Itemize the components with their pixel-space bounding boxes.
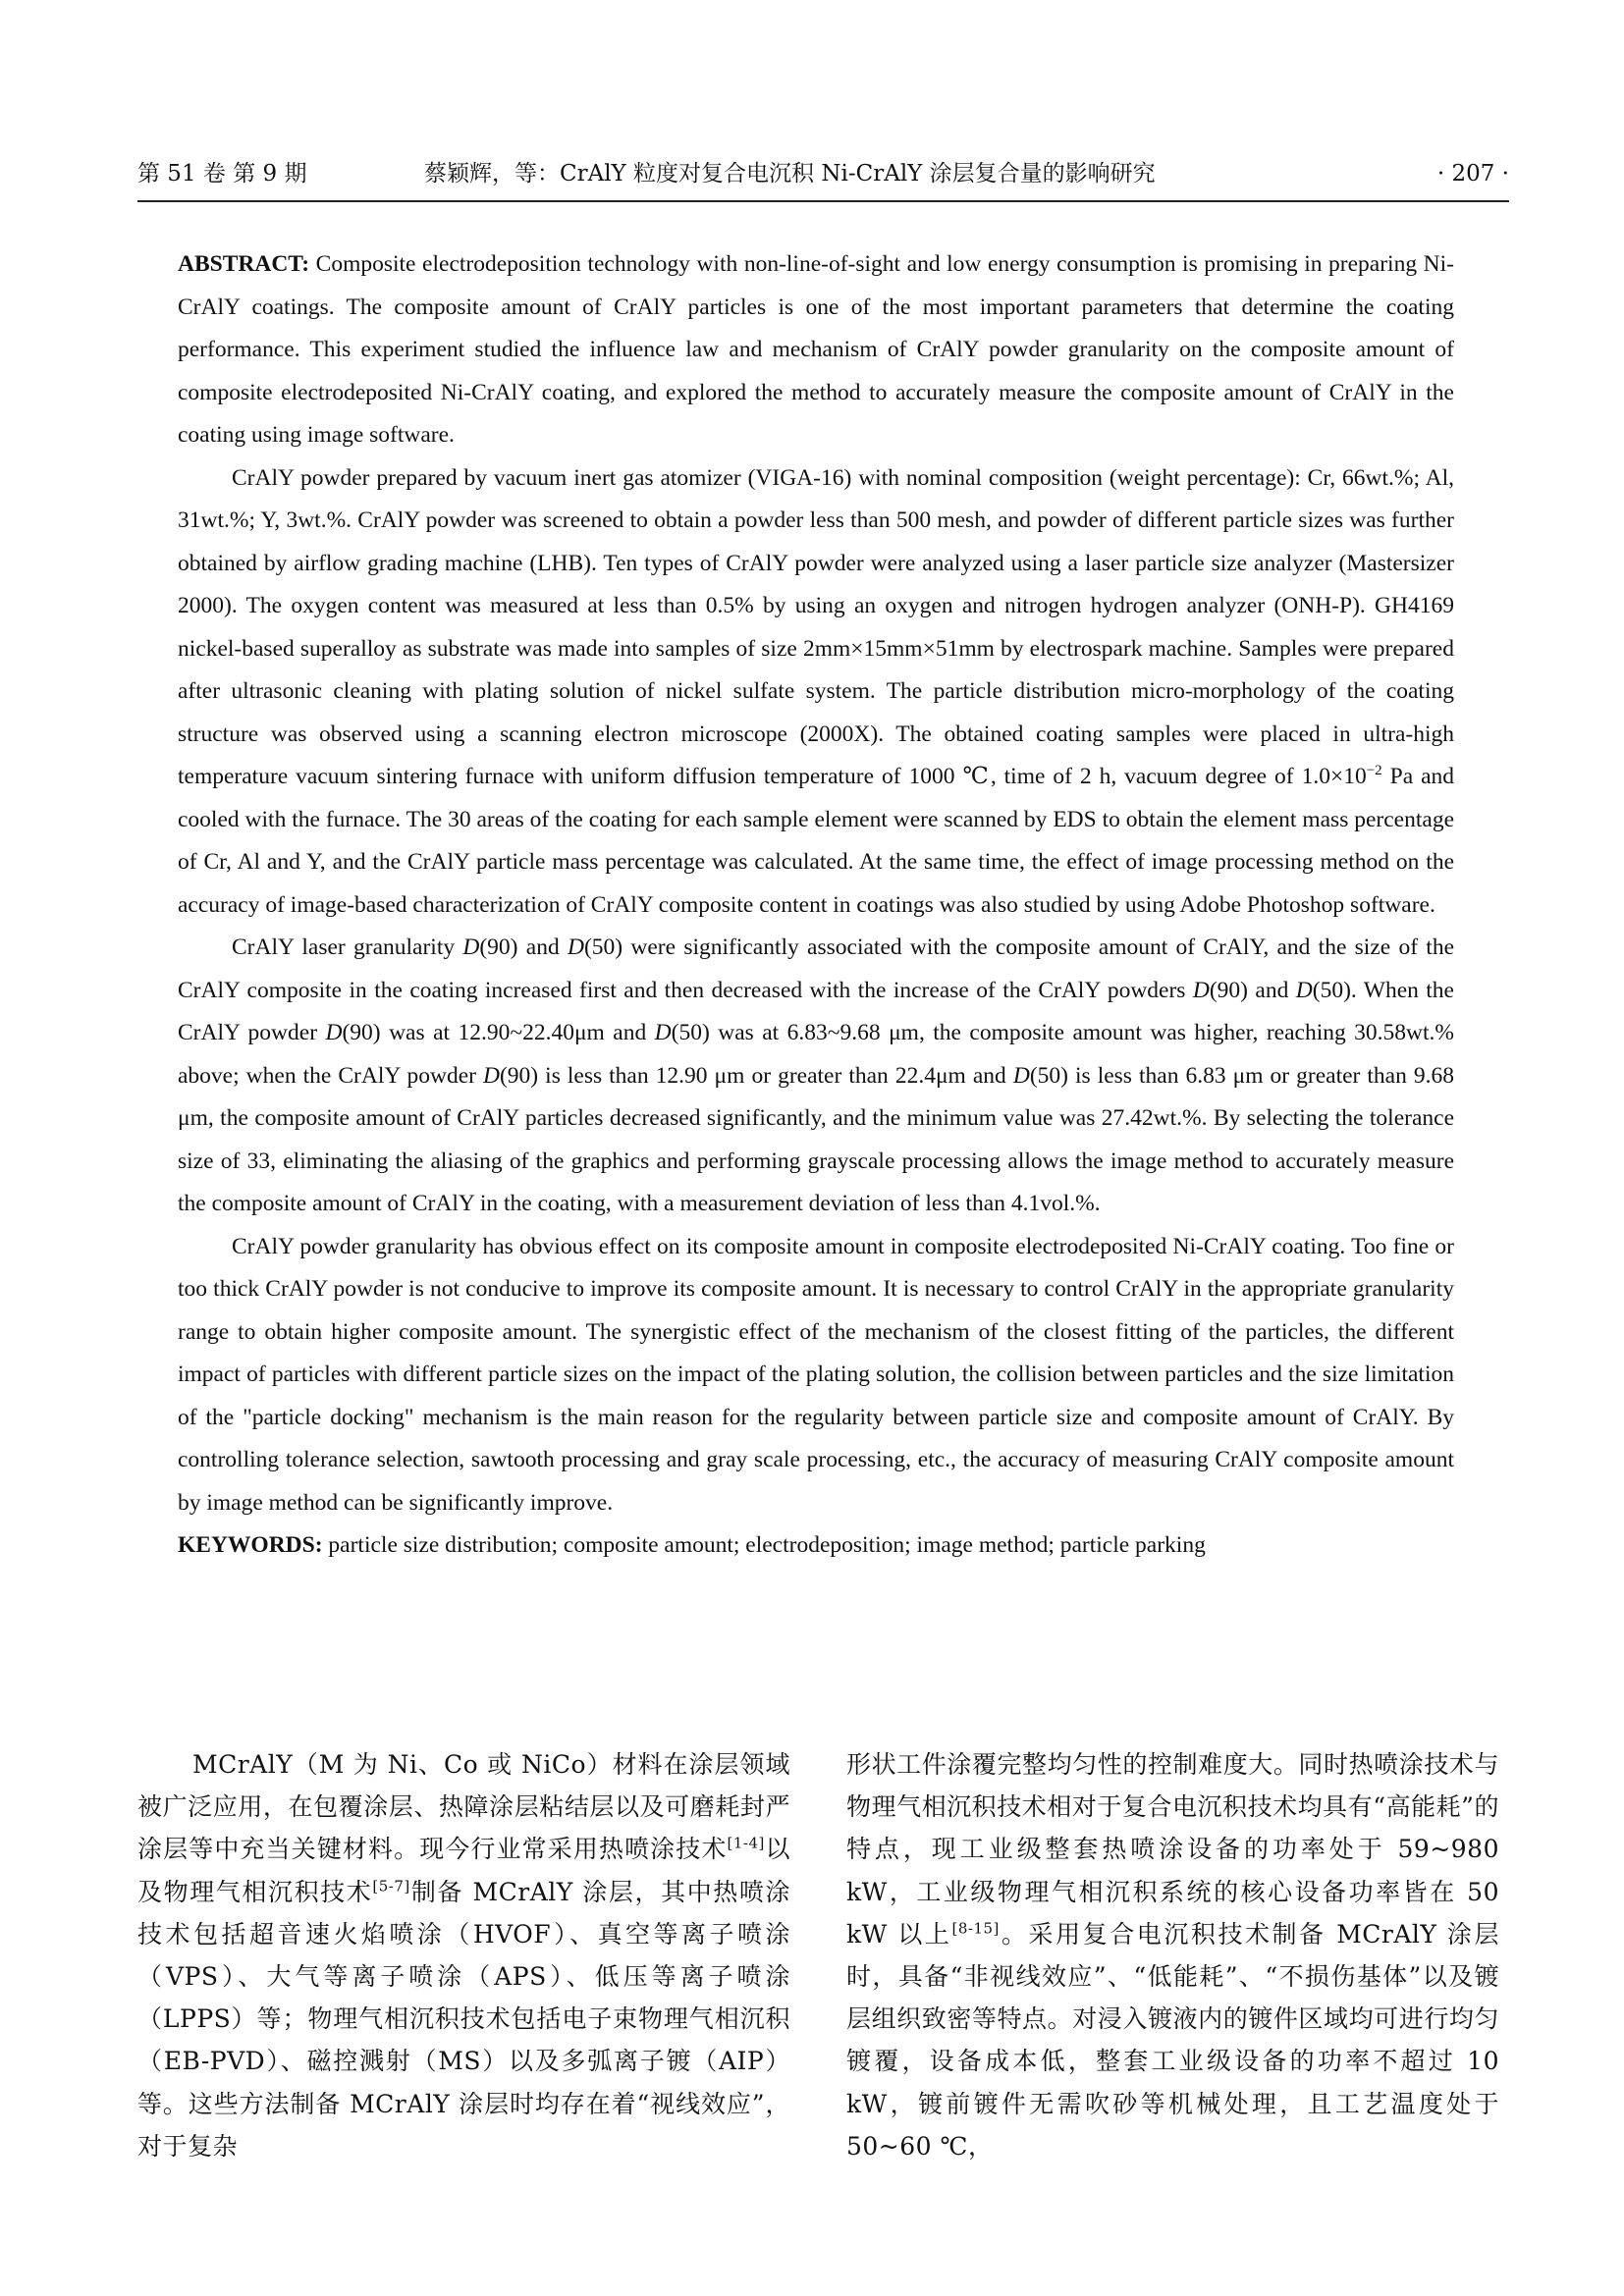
abstract-paragraph-2: CrAlY powder prepared by vacuum inert gas atomizer (VIGA-16) with nominal composition (weight percentage): Cr, 66wt.%; Al, 31wt.%; Y, 3wt.%. CrAlY powder was screened to obtain a powder less than 500 mesh, and powder of different particle sizes was further obtained by airflow grading machine (LHB). Ten types of CrAlY powder were analyzed using a laser particle size analyzer (Mastersizer 2000). The oxygen content was measured at less than 0.5% by using an oxygen and nitrogen hydrogen analyzer (ONH-P). GH4169 nickel-based superalloy as substrate was made into samples of size 2mm×15mm×51mm by electrospark machine. Samples were prepared after ultrasonic cleaning with plating solution of nickel sulfate system. The particle distribution micro-morphology of the coating structure was observed using a scanning electron microscope (2000X). The obtained coating samples were placed in ultra-high temperature vacuum sintering furnace with uniform diffusion temperature of 1000 ℃, time of 2 h, vacuum degree of $1.0\times 10^{-2}$ Pa and cooled with the furnace. The 30 areas of the coating for each sample element were scanned by EDS to obtain the element mass percentage of Cr, Al and Y, and the CrAlY particle mass percentage was calculated. At the same time, the effect of image processing method on the accuracy of image-based characterization of CrAlY composite content in coatings was also studied by using Adobe Photoshop software. xyxy=(178,464,1454,918)
volume-issue: 第 51 卷 第 9 期 xyxy=(137,161,307,187)
header-rule xyxy=(137,200,1509,202)
abstract-paragraph-1: ABSTRACT: Composite electrodeposition technology with non-line-of-sight and low energy consumption is promising in preparing Ni-CrAlY coatings. The composite amount of CrAlY particles is one of the most important parameters that determine the coating performance. This experiment studied the influence law and mechanism of CrAlY powder granularity on the composite amount of composite electrodeposited Ni-CrAlY coating, and explored the method to accurately measure the composite amount of CrAlY in the coating using image software. xyxy=(178,251,1454,448)
citation: [1-4] xyxy=(727,1835,765,1853)
abstract-paragraph-3: CrAlY laser granularity D(90) and D(50) were significantly associated with the composite amount of CrAlY, and the size of the CrAlY composite in the coating increased first and then decreased with the increase of the CrAlY powders D(90) and D(50). When the CrAlY powder D(90) was at 12.90~22.40μm and D(50) was at 6.83~9.68 μm, the composite amount was higher, reaching 30.58wt.% above; when the CrAlY powder D(90) is less than 12.90 μm or greater than 22.4μm and D(50) is less than 6.83 μm or greater than 9.68 μm, the composite amount of CrAlY particles decreased significantly, and the minimum value was 27.42wt.%. By selecting the tolerance size of 33, eliminating the aliasing of the graphics and performing grayscale processing allows the image method to accurately measure the composite amount of CrAlY in the coating, with a measurement deviation of less than 4.1vol.%. xyxy=(178,934,1455,1216)
keywords: KEYWORDS: particle size distribution; composite amount; electrodeposition; image method; particle parking xyxy=(178,1532,1206,1558)
keywords-label: KEYWORDS: xyxy=(178,1532,323,1558)
running-title: 蔡颖辉，等：CrAlY 粒度对复合电沉积 Ni-CrAlY 涂层复合量的影响研究 xyxy=(424,161,1156,187)
citation: [5-7] xyxy=(372,1877,410,1896)
body-paragraph: MCrAlY（M 为 Ni、Co 或 NiCo）材料在涂层领域被广泛应用，在包覆涂层、热障涂层粘结层以及可磨耗封严涂层等中充当关键材料。现今行业常采用热喷涂技术[1-4]以及物理气相沉积技术[5-7]制备 MCrAlY 涂层，其中热喷涂技术包括超音速火焰喷涂（HVOF）、真空等离子喷涂（VPS）、大气等离子喷涂（APS）、低压等离子喷涂（LPPS）等；物理气相沉积技术包括电子束物理气相沉积（EB-PVD）、磁控溅射（MS）以及多弧离子镀（AIP）等。这些方法制备 MCrAlY 涂层时均存在着“视线效应”，对于复杂 xyxy=(137,1750,790,2161)
running-header xyxy=(137,159,1509,198)
body-paragraph: 形状工件涂覆完整均匀性的控制难度大。同时热喷涂技术与物理气相沉积技术相对于复合电沉积技术均具有“高能耗”的特点，现工业级整套热喷涂设备的功率处于 59~980 kW，工业级物理气相沉积系统的核心设备功率皆在 50 kW 以上[8-15]。采用复合电沉积技术制备 MCrAlY 涂层时，具备“非视线效应”、“低能耗”、“不损伤基体”以及镀层组织致密等特点。对浸入镀液内的镀件区域均可进行均匀镀覆，设备成本低，整套工业级设备的功率不超过 10 kW，镀前镀件无需吹砂等机械处理，且工艺温度处于 50~60 ℃， xyxy=(846,1750,1499,2161)
abstract-paragraph-4: CrAlY powder granularity has obvious effect on its composite amount in composite electrodeposited Ni-CrAlY coating. Too fine or too thick CrAlY powder is not conducive to improve its composite amount. It is necessary to control CrAlY in the appropriate granularity range to obtain higher composite amount. The synergistic effect of the mechanism of the closest fitting of the particles, the different impact of particles with different particle sizes on the impact of the plating solution, the collision between particles and the size limitation of the "particle docking" mechanism is the main reason for the regularity between particle size and composite amount of CrAlY. By controlling tolerance selection, sawtooth processing and gray scale processing, etc., the accuracy of measuring CrAlY composite amount by image method can be significantly improve. xyxy=(178,1233,1454,1516)
page-number: · 207 · xyxy=(1436,161,1509,187)
body-column-left xyxy=(137,1743,790,2167)
english-abstract xyxy=(178,243,1454,1568)
body-column-right xyxy=(846,1743,1499,2167)
citation: [8-15] xyxy=(951,1919,1000,1938)
abstract-label: ABSTRACT: xyxy=(178,251,310,277)
